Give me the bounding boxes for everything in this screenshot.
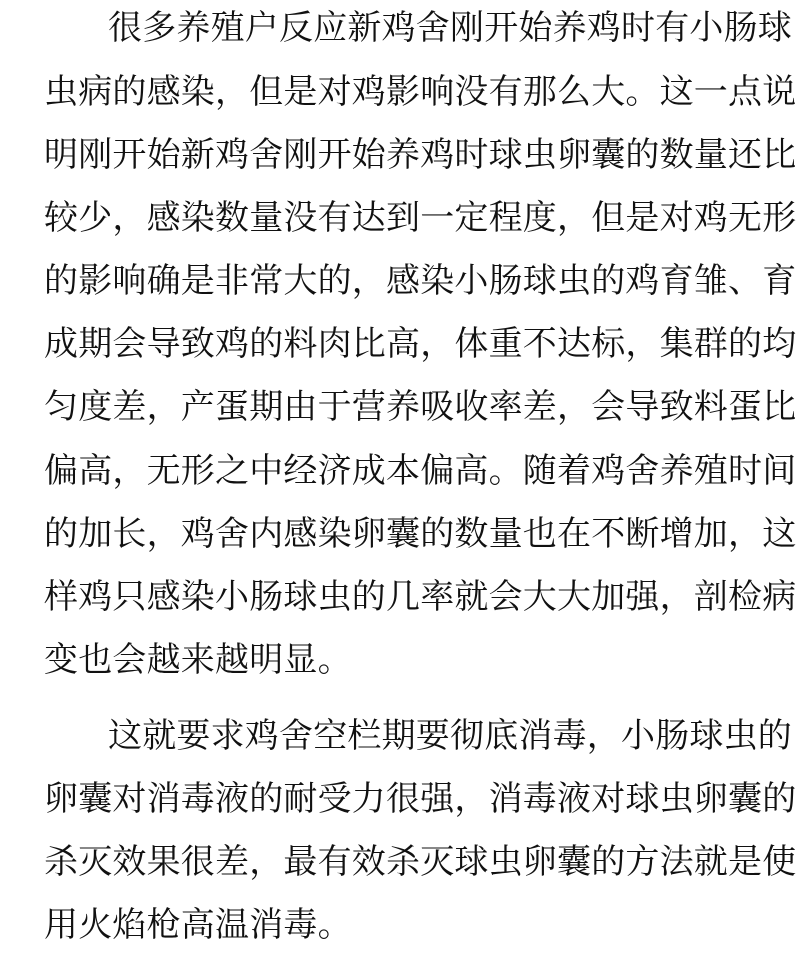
paragraph-line: 明刚开始新鸡舍刚开始养鸡时球虫卵囊的数量还比 [44, 135, 797, 175]
paragraph-line: 较少，感染数量没有达到一定程度，但是对鸡无形 [44, 198, 797, 238]
paragraph-line: 的影响确是非常大的，感染小肠球虫的鸡育雏、育 [44, 261, 797, 301]
paragraph-line: 这就要求鸡舍空栏期要彻底消毒，小肠球虫的 [108, 716, 792, 756]
paragraph-line: 匀度差，产蛋期由于营养吸收率差，会导致料蛋比 [44, 387, 797, 427]
paragraph-line: 虫病的感染，但是对鸡影响没有那么大。这一点说 [44, 72, 797, 112]
paragraph-line: 卵囊对消毒液的耐受力很强，消毒液对球虫卵囊的 [44, 779, 797, 819]
paragraph-line: 成期会导致鸡的料肉比高，体重不达标，集群的均 [44, 324, 797, 364]
paragraph-line: 杀灭效果很差，最有效杀灭球虫卵囊的方法就是使 [44, 842, 797, 882]
paragraph-line: 样鸡只感染小肠球虫的几率就会大大加强，剖检病 [44, 577, 797, 617]
paragraph-line: 变也会越来越明显。 [44, 640, 352, 680]
paragraph-line: 用火焰枪高温消毒。 [44, 905, 352, 945]
paragraph-line: 很多养殖户反应新鸡舍刚开始养鸡时有小肠球 [108, 8, 792, 48]
paragraph-line: 的加长，鸡舍内感染卵囊的数量也在不断增加，这 [44, 514, 797, 554]
paragraph-line: 偏高，无形之中经济成本偏高。随着鸡舍养殖时间 [44, 451, 797, 491]
